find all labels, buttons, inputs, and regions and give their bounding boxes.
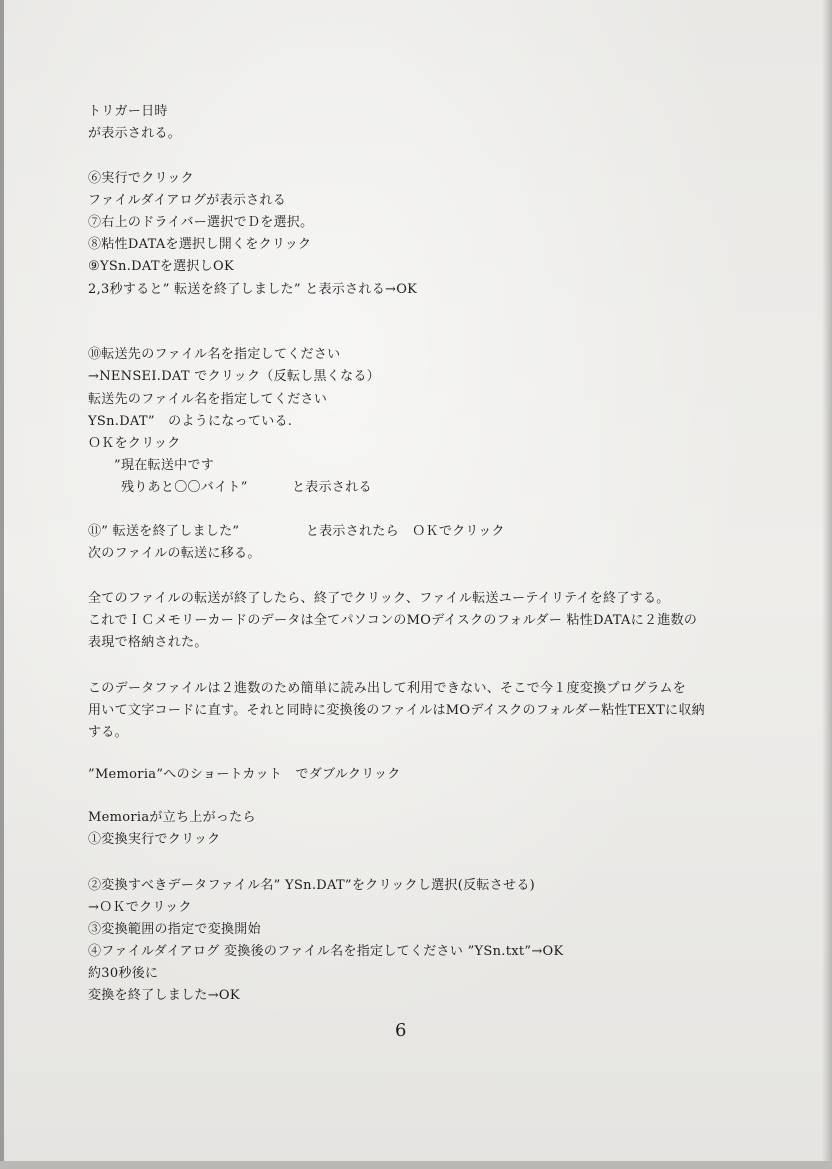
step-6-line: ⑥実行でクリック (88, 171, 194, 186)
text-line: トリガー日時 (88, 104, 168, 119)
step-4-line: ④ファイルダイアログ 変換後のファイル名を指定してください ”YSn.txt”→OK (88, 944, 564, 959)
text-line: 次のファイルの転送に移る。 (88, 546, 261, 561)
step-10-line: ⑩転送先のファイル名を指定してください (88, 347, 341, 362)
page-number: 6 (395, 1020, 407, 1041)
text-line: Memoriaが立ち上がったら (88, 810, 256, 825)
step-3-line: ③変換範囲の指定で変換開始 (88, 922, 261, 937)
scan-edge-right (822, 0, 832, 1169)
step-9-line: ⑨YSn.DATを選択しOK (88, 259, 234, 274)
scan-edge-left (0, 0, 4, 1169)
step-7-line: ⑦右上のドライバー選択でＤを選択。 (88, 215, 314, 230)
text-line: 全てのファイルの転送が終了したら、終了でクリック、ファイル転送ユーテイリテイを終了する。 (88, 591, 670, 606)
text-line: このデータファイルは２進数のため簡単に読み出して利用できない、そこで今１度変換プログラムを (88, 681, 687, 696)
text-line: 約30秒後に (88, 966, 159, 981)
scan-edge-bottom (0, 1161, 832, 1169)
step-11-line: ⑪” 転送を終了しました” と表示されたら ＯＫでクリック (88, 524, 505, 539)
text-line: ”Memoria”へのショートカット でダブルクリック (88, 767, 401, 782)
text-line: 表現で格納された。 (88, 635, 208, 650)
text-line: 2,3秒すると” 転送を終了しました” と表示される→OK (88, 282, 418, 297)
text-line: YSn.DAT” のようになっている. (88, 414, 293, 429)
text-line: ＯＫをクリック (88, 436, 181, 451)
text-line: 残りあと〇〇バイト” と表示される (121, 480, 372, 495)
step-8-line: ⑧粘性DATAを選択し開くをクリック (88, 237, 312, 252)
text-line: 変換を終了しました→OK (88, 988, 240, 1003)
text-line: →NENSEI.DAT でクリック（反転し黒くなる） (88, 369, 380, 384)
step-1-line: ①変換実行でクリック (88, 832, 221, 847)
text-line: ”現在転送中です (114, 458, 215, 473)
text-line: 転送先のファイル名を指定してください (88, 392, 328, 407)
text-line: ファイルダイアログが表示される (88, 193, 287, 208)
text-line: 用いて文字コードに直す。それと同時に変換後のファイルはMOデイスクのフォルダー粘性TEXTに収納 (88, 703, 705, 718)
text-line: →ＯＫでクリック (88, 900, 192, 915)
text-line: これでＩＣメモリーカードのデータは全てパソコンのMOデイスクのフォルダー 粘性DATAに２進数の (88, 613, 698, 628)
text-line: する。 (88, 725, 128, 740)
text-line: が表示される。 (88, 126, 182, 141)
step-2-line: ②変換すべきデータファイル名” YSn.DAT”をクリックし選択(反転させる) (88, 878, 535, 893)
